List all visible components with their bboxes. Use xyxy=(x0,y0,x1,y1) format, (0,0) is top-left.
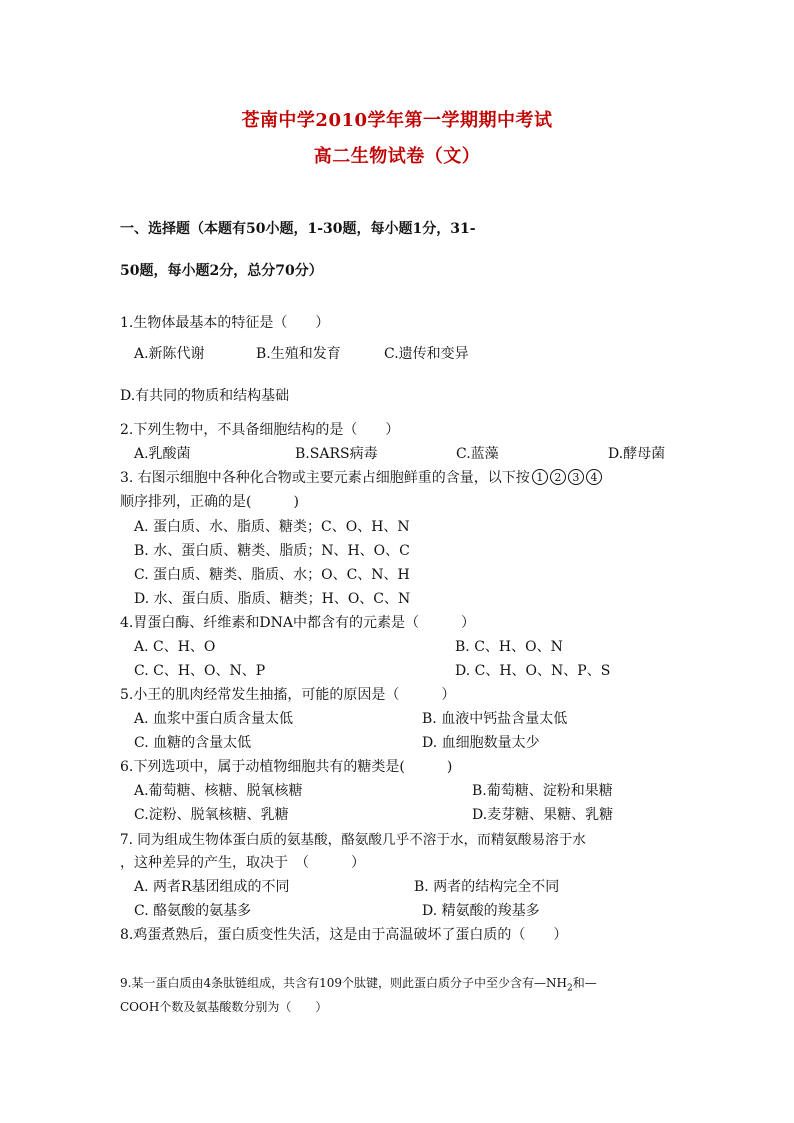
question-5-option-b: B. 血液中钙盐含量太低 xyxy=(422,711,568,727)
question-7-stem: 7. 同为组成生物体蛋白质的氨基酸，酪氨酸几乎不溶于水，而精氨酸易溶于水 xyxy=(120,832,586,848)
question-4-option-b: B. C、H、O、N xyxy=(455,639,563,655)
question-9-stem-continued: COOH个数及氨基酸数分别为（ ） xyxy=(120,1000,328,1014)
question-3-stem-continued: 顺序排列，正确的是( ) xyxy=(120,494,299,510)
question-6-option-a: A.葡萄糖、核糖、脱氧核糖 xyxy=(134,783,303,799)
question-6-stem: 6.下列选项中，属于动植物细胞共有的糖类是( ) xyxy=(120,759,453,775)
question-4-stem: 4.胃蛋白酶、纤维素和DNA中都含有的元素是（ ） xyxy=(120,615,475,631)
question-6-option-d: D.麦芽糖、果糖、乳糖 xyxy=(472,807,614,823)
question-9-subscript: 2 xyxy=(566,983,573,994)
question-3-option-a: A. 蛋白质、水、脂质、糖类；C、O、H、N xyxy=(134,519,410,535)
question-6-option-b: B.葡萄糖、淀粉和果糖 xyxy=(472,783,613,799)
question-7-option-d: D. 精氨酸的羧基多 xyxy=(422,903,540,919)
question-7-option-a: A. 两者R基团组成的不同 xyxy=(134,879,290,895)
question-7-option-c: C. 酪氨酸的氨基多 xyxy=(134,903,252,919)
question-2-stem: 2.下列生物中，不具备细胞结构的是（ ） xyxy=(120,422,400,438)
question-6-option-c: C.淀粉、脱氧核糖、乳糖 xyxy=(134,807,289,823)
circled-number-3: 3 xyxy=(568,469,584,485)
question-9-stem-part1: 9.某一蛋白质由4条肽链组成，共含有109个肽键，则此蛋白质分子中至少含有—NH xyxy=(120,976,567,990)
question-2-option-a: A.乳酸菌 xyxy=(134,446,191,462)
question-4-option-a: A. C、H、O xyxy=(134,639,216,655)
question-2-option-c: C.蓝藻 xyxy=(456,446,499,462)
question-3-stem xyxy=(120,467,680,487)
circled-number-2: 2 xyxy=(550,469,566,485)
question-2-option-b: B.SARS病毒 xyxy=(295,446,378,462)
circled-number-4: 4 xyxy=(586,469,602,485)
school-exam-title: 苍南中学2010学年第一学期期中考试 xyxy=(241,110,553,131)
question-1-stem: 1.生物体最基本的特征是（ ） xyxy=(120,315,330,331)
question-1-option-c: C.遗传和变异 xyxy=(384,346,469,362)
section-heading-line2: 50题，每小题2分，总分70分） xyxy=(120,263,323,279)
paper-title: 高二生物试卷（文） xyxy=(313,146,481,167)
section-heading-line1: 一、选择题（本题有50小题，1-30题，每小题1分，31- xyxy=(120,221,476,237)
circled-number-1: 1 xyxy=(532,469,548,485)
question-1-option-a: A.新陈代谢 xyxy=(134,346,205,362)
question-5-option-a: A. 血浆中蛋白质含量太低 xyxy=(134,711,294,727)
question-7-option-b: B. 两者的结构完全不同 xyxy=(414,879,560,895)
question-1-option-d: D.有共同的物质和结构基础 xyxy=(120,388,290,404)
question-3-option-d: D. 水、蛋白质、脂质、糖类；H、O、C、N xyxy=(134,591,411,607)
question-5-stem: 5.小王的肌肉经常发生抽搐，可能的原因是（ ） xyxy=(120,687,456,703)
question-2-option-d: D.酵母菌 xyxy=(608,446,666,462)
question-3-option-b: B. 水、蛋白质、糖类、脂质；N、H、O、C xyxy=(134,543,410,559)
question-5-option-d: D. 血细胞数量太少 xyxy=(422,735,540,751)
question-3-stem-text: 3. 右图示细胞中各种化合物或主要元素占细胞鲜重的含量，以下按 xyxy=(120,470,530,486)
question-4-option-c: C. C、H、O、N、P xyxy=(134,663,266,679)
question-7-stem-continued: ，这种差异的产生，取决于 （ ） xyxy=(120,855,365,871)
question-5-option-c: C. 血糖的含量太低 xyxy=(134,735,252,751)
question-3-option-c: C. 蛋白质、糖类、脂质、水；O、C、N、H xyxy=(134,567,410,583)
question-1-option-b: B.生殖和发育 xyxy=(256,346,341,362)
question-8-stem: 8.鸡蛋煮熟后，蛋白质变性失活，这是由于高温破坏了蛋白质的（ ） xyxy=(120,927,568,943)
question-4-option-d: D. C、H、O、N、P、S xyxy=(455,663,611,679)
question-9-stem-part2: 和— xyxy=(572,976,597,990)
question-9-stem xyxy=(120,974,676,993)
